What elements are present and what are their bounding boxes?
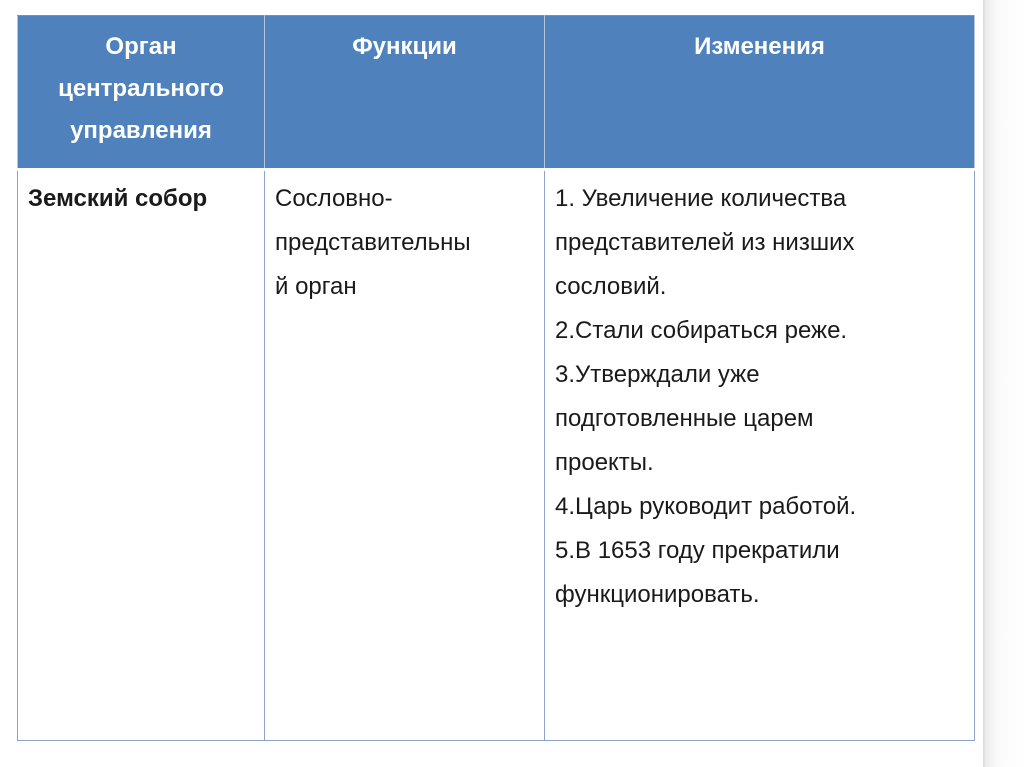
change-line: 2.Стали собираться реже.	[555, 317, 848, 344]
header-changes	[545, 16, 975, 170]
header-organ-line: центрального	[58, 75, 224, 102]
header-organ-line: управления	[70, 117, 212, 144]
header-functions	[265, 16, 545, 170]
header-organ	[18, 16, 265, 170]
comparison-table	[17, 15, 975, 741]
slide-edge-shadow	[983, 0, 1024, 767]
function-line: представительны	[275, 229, 471, 256]
change-line: сословий.	[555, 273, 667, 300]
change-line: проекты.	[555, 449, 654, 476]
cell-changes	[545, 170, 975, 741]
change-line: 1. Увеличение количества	[555, 185, 847, 212]
header-changes-label: Изменения	[694, 33, 825, 60]
cell-function	[265, 170, 545, 741]
change-line: 4.Царь руководит работой.	[555, 493, 857, 520]
header-functions-label: Функции	[352, 33, 457, 60]
change-line: 3.Утверждали уже	[555, 361, 760, 388]
change-line: представителей из низших	[555, 229, 855, 256]
function-line: й орган	[275, 273, 357, 300]
table-container	[17, 15, 974, 741]
cell-organ	[18, 170, 265, 741]
change-line: функционировать.	[555, 581, 760, 608]
function-line: Сословно-	[275, 185, 393, 212]
change-line: 5.В 1653 году прекратили	[555, 537, 840, 564]
organ-name: Земский собор	[28, 185, 208, 212]
table-row	[18, 170, 975, 741]
change-line: подготовленные царем	[555, 405, 814, 432]
header-row	[18, 16, 975, 170]
header-organ-line: Орган	[105, 33, 177, 60]
